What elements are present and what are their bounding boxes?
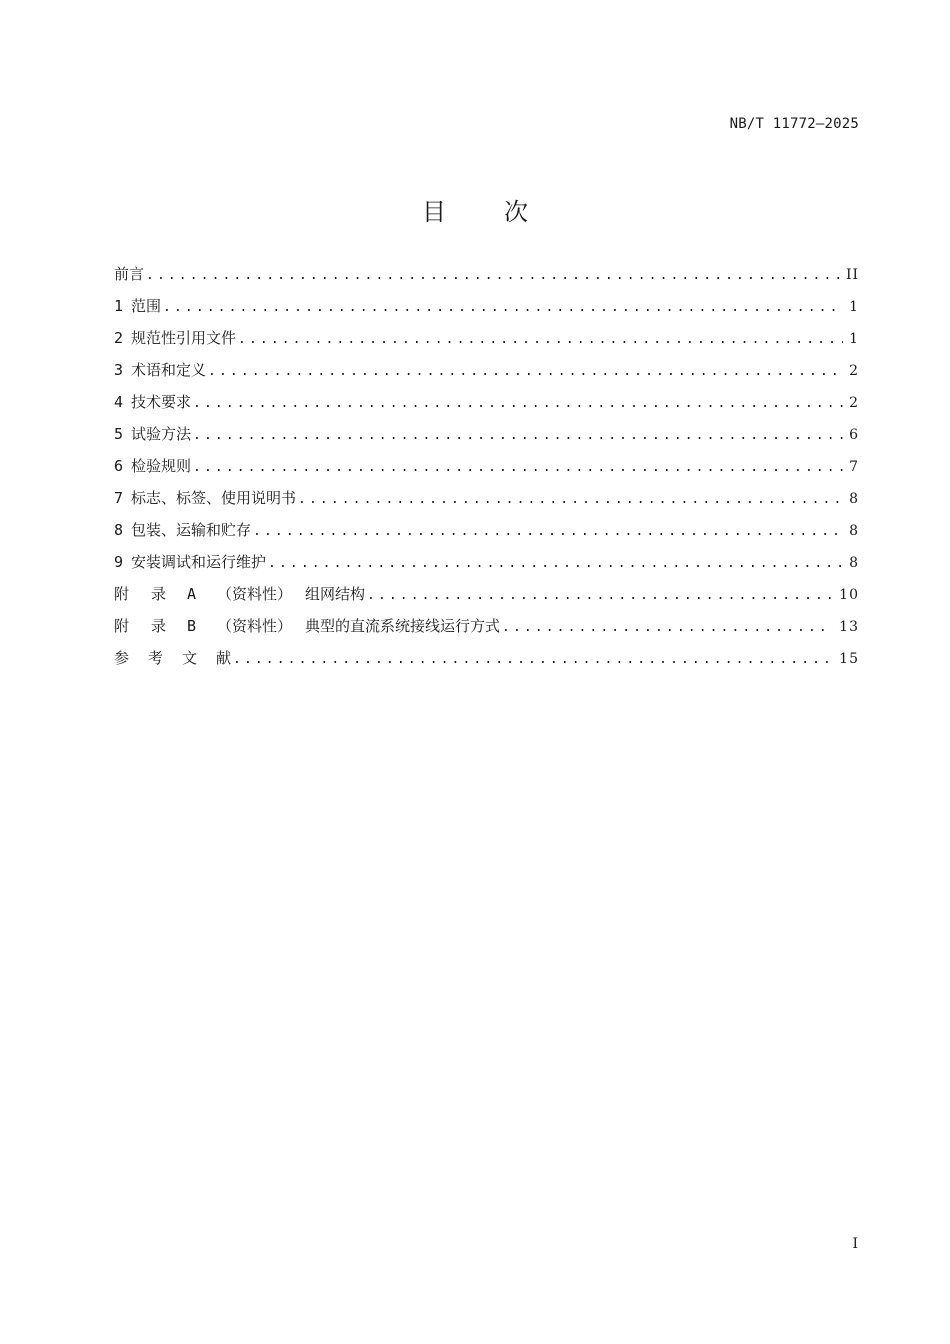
toc-entry[interactable] <box>114 514 859 546</box>
dot-leader <box>163 292 843 324</box>
toc-entry-number: 9 <box>114 553 124 571</box>
toc-entry-page: II <box>845 267 859 283</box>
toc-entry-title: 前言 <box>114 265 145 283</box>
toc-entry[interactable] <box>114 418 859 450</box>
dot-leader <box>367 580 833 612</box>
appendix-nature: （资料性） <box>217 617 293 635</box>
page-number: I <box>852 1236 858 1252</box>
toc-entry-page: 13 <box>839 619 859 635</box>
dot-leader <box>193 452 843 484</box>
toc-entry-number: 8 <box>114 521 124 539</box>
toc-entry-title: 安装调试和运行维护 <box>131 553 267 571</box>
toc-entry-number: 4 <box>114 393 124 411</box>
toc-entry-label <box>114 418 191 450</box>
dot-leader <box>253 516 843 548</box>
toc-entry[interactable] <box>114 642 859 674</box>
dot-leader <box>193 388 843 420</box>
toc-entry-label <box>114 258 144 290</box>
toc-entry[interactable] <box>114 322 859 354</box>
toc-entry-title: 标志、标签、使用说明书 <box>131 489 297 507</box>
toc-entry-page: 8 <box>849 555 859 571</box>
appendix-letter: B <box>187 617 197 635</box>
toc-entry-page: 7 <box>849 459 859 475</box>
appendix-prefix: 附 <box>114 617 130 635</box>
toc-entry-label <box>114 642 231 674</box>
toc-entry-char: 考 <box>148 649 164 667</box>
toc-entry-label <box>114 610 500 642</box>
dot-leader <box>298 484 843 516</box>
page-title <box>0 192 950 227</box>
toc-entry[interactable] <box>114 354 859 386</box>
appendix-prefix: 录 <box>151 617 167 635</box>
toc-entry-number: 7 <box>114 489 124 507</box>
toc-entry-label <box>114 450 191 482</box>
toc-entry-title: 包装、运输和贮存 <box>131 521 252 539</box>
toc-entry-title: 检验规则 <box>131 457 192 475</box>
toc-entry-page: 8 <box>849 491 859 507</box>
toc-entry-label <box>114 514 251 546</box>
toc-entry-char: 献 <box>216 649 232 667</box>
dot-leader <box>238 324 843 356</box>
toc-entry[interactable] <box>114 482 859 514</box>
toc-entry[interactable] <box>114 546 859 578</box>
toc-entry-label <box>114 482 296 514</box>
toc-entry-title: 技术要求 <box>131 393 192 411</box>
appendix-nature: （资料性） <box>217 585 293 603</box>
toc-entry-label <box>114 322 236 354</box>
toc-entry-title: 范围 <box>131 297 162 315</box>
standard-number: NB/T 11772—2025 <box>729 116 859 132</box>
toc-entry-number: 3 <box>114 361 124 379</box>
toc-entry[interactable] <box>114 578 859 610</box>
toc-entry-label <box>114 578 365 610</box>
dot-leader <box>268 548 843 580</box>
toc-entry-title: 试验方法 <box>131 425 192 443</box>
dot-leader <box>208 356 843 388</box>
toc-entry[interactable] <box>114 386 859 418</box>
toc-entry-page: 1 <box>849 299 859 315</box>
toc-entry-page: 1 <box>849 331 859 347</box>
appendix-prefix: 附 <box>114 585 130 603</box>
toc-entry-label <box>114 290 161 322</box>
toc-entry-char: 文 <box>182 649 198 667</box>
toc-entry-number: 5 <box>114 425 124 443</box>
appendix-letter: A <box>187 585 197 603</box>
toc-entry-label <box>114 546 266 578</box>
title-char-2: 次 <box>504 198 528 226</box>
toc-entry[interactable] <box>114 258 859 290</box>
toc-entry-title: 典型的直流系统接线运行方式 <box>305 617 501 635</box>
toc-entry-page: 6 <box>849 427 859 443</box>
dot-leader <box>193 420 843 452</box>
table-of-contents <box>114 258 859 674</box>
toc-entry-number: 2 <box>114 329 124 347</box>
dot-leader <box>146 260 840 292</box>
appendix-prefix: 录 <box>151 585 167 603</box>
title-char-1: 目 <box>422 198 446 226</box>
toc-entry-label <box>114 386 191 418</box>
toc-entry[interactable] <box>114 290 859 322</box>
toc-entry-page: 8 <box>849 523 859 539</box>
toc-entry[interactable] <box>114 610 859 642</box>
toc-entry-title: 组网结构 <box>305 585 366 603</box>
dot-leader <box>502 612 833 644</box>
toc-entry-page: 2 <box>849 395 859 411</box>
toc-entry-label <box>114 354 206 386</box>
toc-entry-page: 10 <box>839 587 859 603</box>
toc-entry-number: 6 <box>114 457 124 475</box>
toc-entry-page: 2 <box>849 363 859 379</box>
toc-entry-page: 15 <box>839 651 859 667</box>
toc-entry-number: 1 <box>114 297 124 315</box>
toc-entry[interactable] <box>114 450 859 482</box>
toc-entry-title: 术语和定义 <box>131 361 207 379</box>
toc-entry-title: 规范性引用文件 <box>131 329 237 347</box>
toc-entry-char: 参 <box>114 649 130 667</box>
dot-leader <box>233 644 833 676</box>
